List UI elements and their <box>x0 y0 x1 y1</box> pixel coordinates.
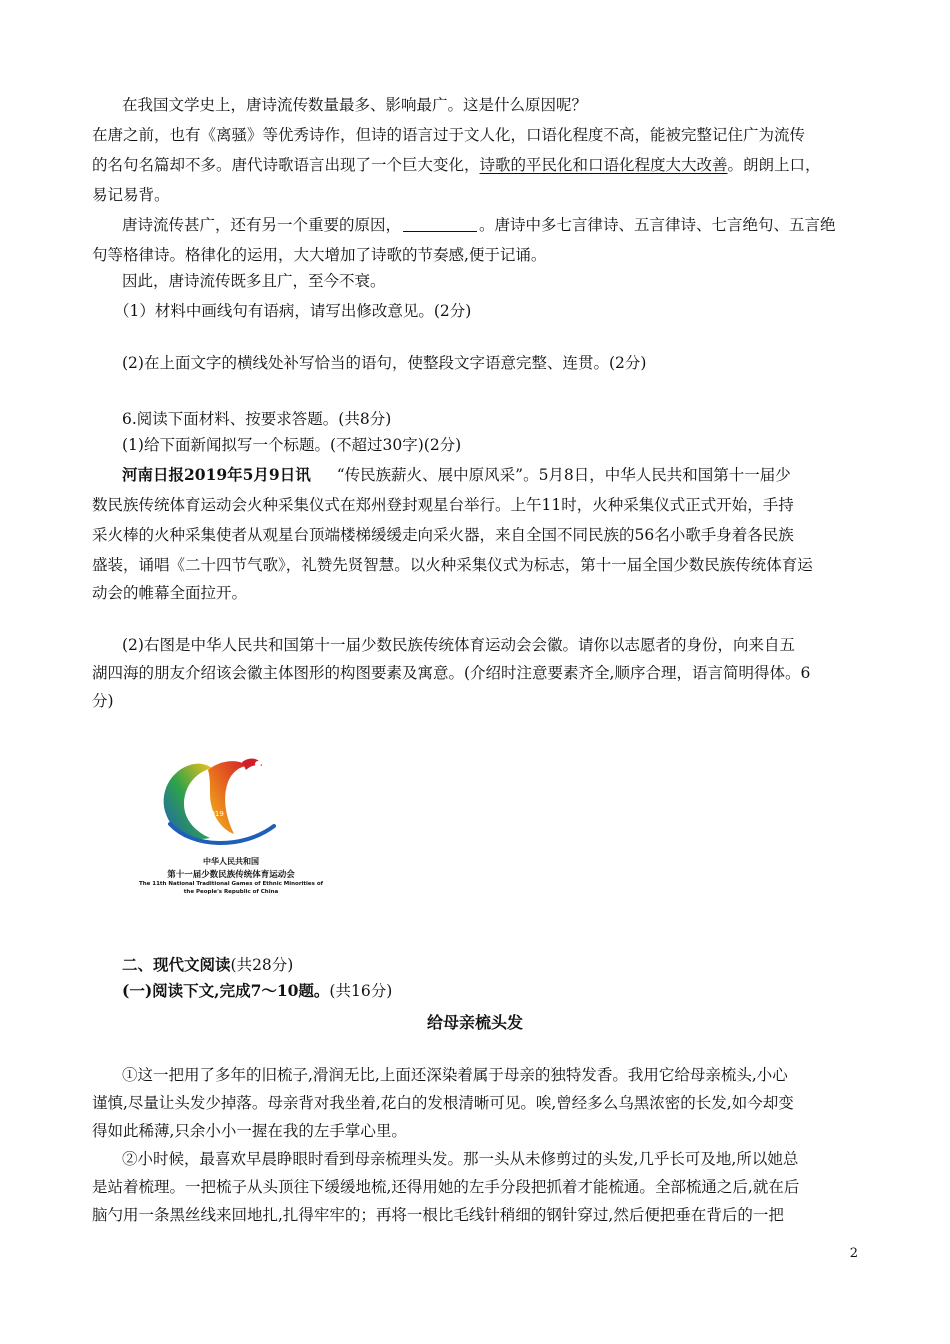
heading-score: (共28分) <box>230 956 294 974</box>
part2-subheading <box>122 980 912 1002</box>
question-6-2-line: 分) <box>92 692 114 710</box>
essay-line: 是站着梳理。一把梳子从头顶往下缓缓地梳,还得用她的左手分段把抓着才能梳通。全部梳通之后,就在后 <box>92 1178 800 1196</box>
heading-bold: 二、现代文阅读 <box>122 955 231 974</box>
essay-line: ①这一把用了多年的旧梳子,滑润无比,上面还深染着属于母亲的独特发香。我用它给母亲梳头,小心 <box>122 1066 788 1084</box>
para-line: 在唐之前，也有《离骚》等优秀诗作，但诗的语言过于文人化，口语化程度不高，能被完整记住广为流传 <box>92 126 806 144</box>
question-5-1: （1）材料中画线句有语病，请写出修改意见。(2分) <box>114 302 472 320</box>
text: 唐诗流传甚广，还有另一个重要的原因， <box>122 216 402 234</box>
subheading-score: (共16分) <box>329 982 393 1000</box>
emblem-city: 郑州 <box>234 816 247 824</box>
question-6-2: (2)右图是中华人民共和国第十一届少数民族传统体育运动会会徽。请你以志愿者的身份，向来自五 <box>122 636 795 654</box>
essay-title: 给母亲梳头发 <box>426 1013 523 1032</box>
emblem-caption-line: 中华人民共和国 <box>203 857 259 866</box>
para-line: 因此，唐诗流传既多且广，至今不衰。 <box>122 272 386 290</box>
question-6-2-line: 湖四海的朋友介绍该会徽主体图形的构图要素及寓意。(介绍时注意要素齐全,顺序合理，语言简明得体。6 <box>92 664 811 682</box>
emblem-caption-line: 第十一届少数民族传统体育运动会 <box>167 870 295 880</box>
emblem-caption-english: The 11th National Traditional Games of Ethnic Minorities of <box>138 881 324 887</box>
news-line: 动会的帷幕全面拉开。 <box>92 584 248 602</box>
emblem-caption-english: the People's Republic of China <box>183 889 279 895</box>
para-line <box>92 154 882 176</box>
text: 。唐诗中多七言律诗、五言律诗、七言绝句、五言绝 <box>479 216 836 234</box>
para-line <box>122 214 912 236</box>
emblem-graphic <box>122 752 340 856</box>
essay-line: 谨慎,尽量让头发少掉落。母亲背对我坐着,花白的发根清晰可见。唉,曾经多么乌黑浓密的长发,如今却变 <box>92 1094 794 1112</box>
games-emblem-image <box>122 752 340 902</box>
underlined-sentence: 诗歌的平民化和口语化程度大大改善 <box>479 156 728 174</box>
question-5-2: (2)在上面文字的横线处补写恰当的语句，使整段文字语意完整、连贯。(2分) <box>122 354 647 372</box>
text: 。朗朗上口， <box>727 156 821 174</box>
news-line <box>122 464 912 486</box>
page-number: 2 <box>849 1246 858 1261</box>
question-6-heading: 6.阅读下面材料、按要求答题。(共8分) <box>122 410 392 428</box>
essay-line: 得如此稀薄,只余小小一握在我的左手掌心里。 <box>92 1122 407 1140</box>
essay-line: 脑勺用一条黑丝线来回地扎,扎得牢牢的；再将一根比毛线针稍细的钢针穿过,然后便把垂在背后的一把 <box>92 1206 784 1224</box>
news-line: 数民族传统体育运动会火种采集仪式在郑州登封观星台举行。上午11时，火种采集仪式正式开始，手持 <box>92 496 794 514</box>
text: “传民族薪火、展中原风采”。5月8日，中华人民共和国第十一届少 <box>336 466 791 484</box>
news-line: 采火棒的火种采集使者从观星台顶端楼梯缓缓走向采火器，来自全国不同民族的56名小歌手身着各民族 <box>92 526 794 544</box>
text: 的名句名篇却不多。唐代诗歌语言出现了一个巨大变化， <box>92 156 480 174</box>
news-line: 盛装，诵唱《二十四节气歌》，礼赞先贤智慧。以火种采集仪式为标志，第十一届全国少数民族传统体育运 <box>92 556 813 574</box>
para-line: 易记易背。 <box>92 186 170 204</box>
para-intro: 在我国文学史上，唐诗流传数量最多、影响最广。这是什么原因呢？ <box>122 96 588 114</box>
emblem-year: 2019 <box>206 810 224 818</box>
para-line: 句等格律诗。格律化的运用，大大增加了诗歌的节奏感,便于记诵。 <box>92 246 547 264</box>
part2-heading <box>122 954 912 976</box>
news-source: 河南日报2019年5月9日讯 <box>122 465 311 484</box>
answer-blank[interactable] <box>403 217 477 232</box>
subheading-bold: (一)阅读下文,完成7～10题。 <box>122 981 330 1000</box>
question-6-1: (1)给下面新闻拟写一个标题。(不超过30字)(2分) <box>122 436 462 454</box>
essay-line: ②小时候，最喜欢早晨睁眼时看到母亲梳理头发。那一头从未修剪过的头发,几乎长可及地,所以她总 <box>122 1150 799 1168</box>
